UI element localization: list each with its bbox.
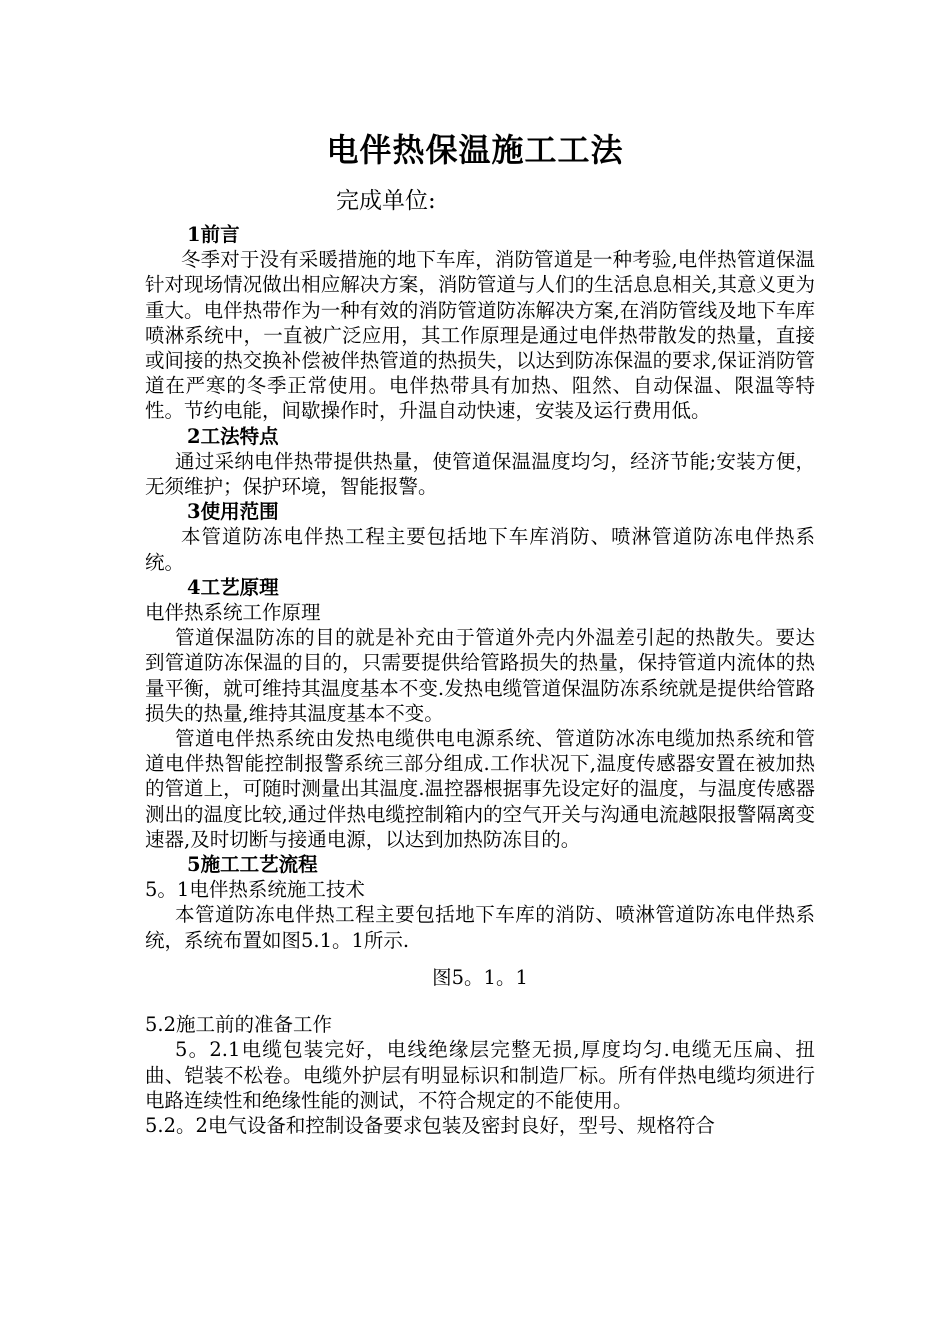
section-heading-preface: 1前言 (187, 223, 240, 246)
section-heading-principle: 4工艺原理 (187, 575, 279, 599)
principle-paragraph-2: 管道电伴热系统由发热电缆供电电源系统、管道防冰冻电缆加热系统和管道电伴热智能控制报警系统三部分组成.工作状况下,温度传感器安置在被加热的管道上，可随时测量出其温度.温控器根据事先设定好的温度，与温度传感器测出的温度比较,通过伴热电缆控制箱内的空气开关与沟通电流越限报警隔离变速器,及时切断与接通电源，以达到加热防冻目的。 (145, 727, 815, 851)
section-heading-process: 5施工工艺流程 (187, 853, 318, 877)
principle-subheading: 电伴热系统工作原理 (145, 601, 321, 625)
section-heading-features: 2工法特点 (187, 424, 279, 448)
document-title: 电伴热保温施工工法 (326, 131, 624, 169)
features-paragraph: 通过采纳电伴热带提供热量，使管道保温温度均匀，经济节能;安装方便，无须维护；保护环境，智能报警。 (145, 449, 815, 499)
process-subheading-5-1: 5。1电伴热系统施工技术 (145, 878, 365, 902)
process-paragraph-5-1: 本管道防冻电伴热工程主要包括地下车库的消防、喷淋管道防冻电伴热系统，系统布置如图5.1。1所示. (145, 903, 815, 952)
principle-paragraph-1: 管道保温防冻的目的就是补充由于管道外壳内外温差引起的热散失。要达到管道防冻保温的目的，只需要提供给管路损失的热量，保持管道内流体的热量平衡，就可维持其温度基本不变.发热电缆管道保温防冻系统就是提供给管路损失的热量,维持其温度基本不变。 (145, 626, 815, 725)
figure-caption: 图5。1。1 (432, 965, 528, 989)
process-item-5-2-2: 5.2。2电气设备和控制设备要求包装及密封良好，型号、规格符合 (145, 1113, 715, 1137)
process-item-5-2-1: 5。2.1电缆包装完好，电线绝缘层完整无损,厚度均匀.电缆无压扁、扭曲、铠装不松卷。电缆外护层有明显标识和制造厂标。所有伴热电缆均须进行电路连续性和绝缘性能的测试，不符合规定的不能使用。 (145, 1038, 815, 1112)
completion-unit-label: 完成单位: (336, 188, 436, 214)
scope-paragraph: 本管道防冻电伴热工程主要包括地下车库消防、喷淋管道防冻电伴热系统。 (145, 525, 815, 574)
section-heading-scope: 3使用范围 (187, 500, 279, 524)
preface-paragraph: 冬季对于没有采暖措施的地下车库，消防管道是一种考验,电伴热管道保温针对现场情况做出相应解决方案，消防管道与人们的生活息息相关,其意义更为重大。电伴热带作为一种有效的消防管道防冻解决方案,在消防管线及地下车库喷淋系统中，一直被广泛应用，其工作原理是通过电伴热带散发的热量，直接或间接的热交换补偿被伴热管道的热损失，以达到防冻保温的要求,保证消防管道在严寒的冬季正常使用。电伴热带具有加热、阻然、自动保温、限温等特性。节约电能，间歇操作时，升温自动快速，安装及运行费用低。 (145, 248, 815, 423)
process-subheading-5-2: 5.2施工前的准备工作 (145, 1013, 333, 1037)
document-body (145, 222, 815, 1138)
